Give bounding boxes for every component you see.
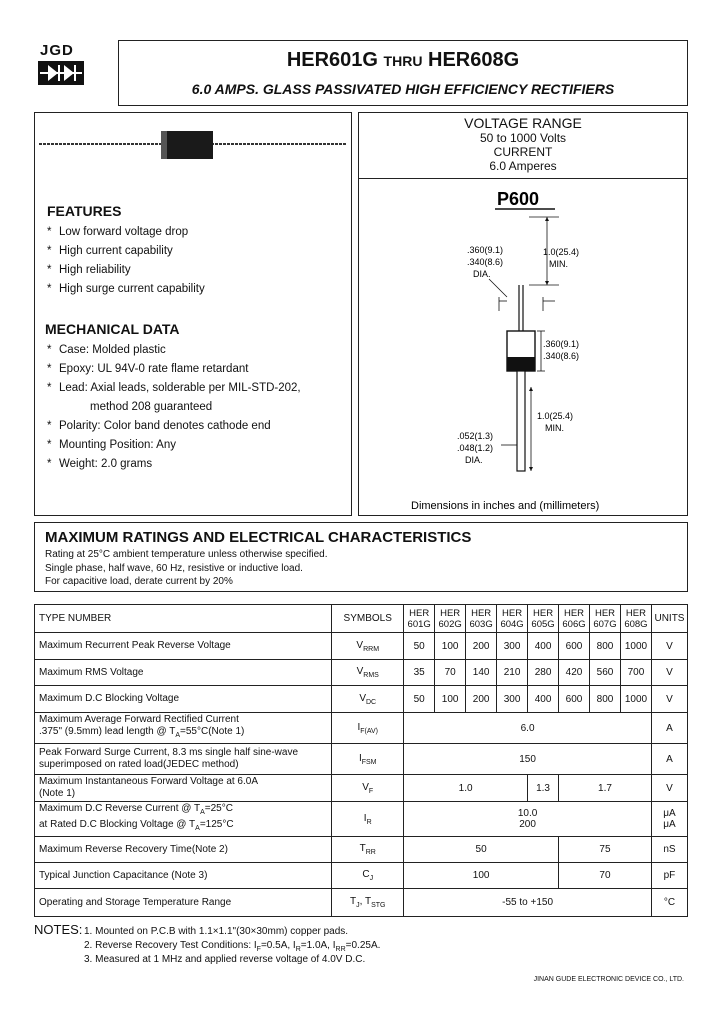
- table-cell: 560: [590, 660, 621, 686]
- dim-len-bottom: 1.0(25.4): [537, 411, 574, 421]
- head-part: HER 604G: [497, 605, 528, 633]
- list-item: * Case: Molded plastic: [47, 344, 166, 356]
- table-cell: 600: [559, 686, 590, 713]
- table-cell: pF: [651, 863, 687, 889]
- package-drawing: [359, 181, 687, 515]
- list-item: * Mounting Position: Any: [47, 439, 176, 451]
- dim-min2: MIN.: [545, 423, 564, 433]
- table-cell: $I_{F(AV)}$: [332, 713, 404, 744]
- voltage-range-value: 50 to 1000 Volts: [479, 131, 567, 145]
- table-cell: V: [651, 633, 687, 660]
- page-title: [119, 49, 687, 72]
- table-cell: 70: [559, 863, 652, 889]
- table-row: [35, 775, 688, 802]
- thru-label: THRU: [383, 53, 423, 69]
- ratings-note-3: For capacitive load, derate current by 20%: [45, 576, 233, 587]
- table-cell: 35: [404, 660, 435, 686]
- dim-body-bot: .340(8.6): [543, 351, 580, 361]
- spec-table: [34, 604, 688, 917]
- table-cell: 600: [559, 633, 590, 660]
- head-part: HER 606G: [559, 605, 590, 633]
- table-row: [35, 837, 688, 863]
- table-cell: $V_{RRM}$: [332, 633, 404, 660]
- list-item: * High current capability: [47, 245, 173, 257]
- ratings-box: [34, 522, 688, 592]
- mechanical-title: MECHANICAL DATA: [45, 321, 180, 337]
- table-cell: $V_{DC}$: [332, 686, 404, 713]
- table-cell: V: [651, 660, 687, 686]
- dim-lead-dia-top: .360(9.1): [467, 245, 504, 255]
- table-cell: 6.0: [404, 713, 652, 744]
- list-item-continuation: method 208 guaranteed: [90, 401, 213, 413]
- voltage-range-title: VOLTAGE RANGE: [464, 115, 582, 131]
- table-cell: V: [651, 775, 687, 802]
- head-part: HER 603G: [466, 605, 497, 633]
- table-cell: 200: [466, 633, 497, 660]
- list-item: * High reliability: [47, 264, 131, 276]
- note-3: 3. Measured at 1 MHz and applied reverse voltage of 4.0V D.C.: [84, 954, 366, 965]
- table-cell: 100: [435, 686, 466, 713]
- head-part: HER 607G: [590, 605, 621, 633]
- table-row: [35, 744, 688, 775]
- list-item: * High surge current capability: [47, 283, 205, 295]
- table-cell: $T_J$, $T_{STG}$: [332, 889, 404, 917]
- notes-label: NOTES:: [34, 922, 83, 937]
- table-cell: 400: [528, 686, 559, 713]
- table-row: [35, 713, 688, 744]
- dim-dia2: DIA.: [465, 455, 483, 465]
- table-cell: 200: [466, 686, 497, 713]
- table-row: [35, 863, 688, 889]
- table-cell: 280: [528, 660, 559, 686]
- table-cell: 420: [559, 660, 590, 686]
- dim-wire-top: .052(1.3): [457, 431, 494, 441]
- table-cell: 1.0: [404, 775, 528, 802]
- head-part: HER 605G: [528, 605, 559, 633]
- table-cell: 300: [497, 686, 528, 713]
- table-cell: 1000: [620, 686, 651, 713]
- table-cell: A: [651, 713, 687, 744]
- table-cell: 300: [497, 633, 528, 660]
- table-cell: $I_{FSM}$: [332, 744, 404, 775]
- ratings-title: MAXIMUM RATINGS AND ELECTRICAL CHARACTERISTICS: [45, 529, 472, 546]
- package-panel: [358, 112, 688, 516]
- dim-min: MIN.: [549, 259, 568, 269]
- table-row: [35, 802, 688, 837]
- table-cell: 50: [404, 633, 435, 660]
- table-cell: 70: [435, 660, 466, 686]
- head-part: HER 602G: [435, 605, 466, 633]
- part-end: HER608G: [428, 49, 520, 71]
- table-cell: 50: [404, 686, 435, 713]
- list-item: * Weight: 2.0 grams: [47, 458, 153, 470]
- head-symbols: SYMBOLS: [332, 605, 404, 633]
- table-cell: 10.0 200: [404, 802, 652, 837]
- table-cell: 800: [590, 633, 621, 660]
- table-cell: Maximum RMS Voltage: [35, 660, 332, 686]
- table-row: [35, 633, 688, 660]
- list-item: * Lead: Axial leads, solderable per MIL-STD-202,: [47, 382, 301, 394]
- head-part: HER 608G: [620, 605, 651, 633]
- mechanical-list: [47, 341, 301, 474]
- table-cell: 50: [404, 837, 559, 863]
- table-cell: °C: [651, 889, 687, 917]
- table-row: [35, 660, 688, 686]
- features-title: FEATURES: [47, 203, 122, 219]
- table-cell: Maximum D.C Reverse Current @ $T_A=25^\circ C$ at Rated D.C Blocking Voltage @ $T_A=125^\circ C$: [35, 802, 332, 837]
- table-cell: 400: [528, 633, 559, 660]
- dim-lead-dia-bot: .340(8.6): [467, 257, 504, 267]
- table-cell: Maximum Instantaneous Forward Voltage at 6.0A (Note 1): [35, 775, 332, 802]
- head-part: HER 601G: [404, 605, 435, 633]
- table-cell: 100: [404, 863, 559, 889]
- table-header-row: [35, 605, 688, 633]
- features-panel: [34, 112, 352, 516]
- note-2: 2. Reverse Recovery Test Conditions: $I_F=0.5A$, $I_R=1.0A$, $I_{RR}=0.25A$.: [84, 940, 381, 953]
- table-cell: 100: [435, 633, 466, 660]
- package-name: P600: [497, 189, 540, 209]
- table-cell: 1.7: [559, 775, 652, 802]
- table-cell: Maximum D.C Blocking Voltage: [35, 686, 332, 713]
- logo-text: JGD: [40, 42, 74, 59]
- table-cell: $T_{RR}$: [332, 837, 404, 863]
- ratings-note-2: Single phase, half wave, 60 Hz, resistive or inductive load.: [45, 563, 303, 574]
- table-cell: $I_R$: [332, 802, 404, 837]
- voltage-range-header: [359, 113, 687, 179]
- table-cell: Maximum Reverse Recovery Time(Note 2): [35, 837, 332, 863]
- table-cell: 140: [466, 660, 497, 686]
- table-row: [35, 686, 688, 713]
- table-cell: A: [651, 744, 687, 775]
- table-cell: $V_F$: [332, 775, 404, 802]
- title-box: [118, 40, 688, 106]
- table-cell: $V_{RMS}$: [332, 660, 404, 686]
- head-units: UNITS: [651, 605, 687, 633]
- table-cell: Maximum Recurrent Peak Reverse Voltage: [35, 633, 332, 660]
- table-cell: 75: [559, 837, 652, 863]
- table-cell: 700: [620, 660, 651, 686]
- table-cell: nS: [651, 837, 687, 863]
- list-item: * Epoxy: UL 94V-0 rate flame retardant: [47, 363, 249, 375]
- table-cell: $C_J$: [332, 863, 404, 889]
- part-start: HER601G: [286, 49, 378, 71]
- features-list: [47, 223, 205, 299]
- head-type: TYPE NUMBER: [35, 605, 332, 633]
- table-cell: Peak Forward Surge Current, 8.3 ms single half sine-wave superimposed on rated load(JEDEC method): [35, 744, 332, 775]
- table-cell: 800: [590, 686, 621, 713]
- table-cell: V: [651, 686, 687, 713]
- table-cell: 210: [497, 660, 528, 686]
- table-cell: μA μA: [651, 802, 687, 837]
- current-label: CURRENT: [493, 145, 553, 159]
- list-item: * Low forward voltage drop: [47, 226, 189, 238]
- table-cell: 1.3: [528, 775, 559, 802]
- logo-diode-icon: [38, 61, 84, 85]
- dim-len-top: 1.0(25.4): [543, 247, 580, 257]
- list-item: * Polarity: Color band denotes cathode end: [47, 420, 271, 432]
- table-cell: Operating and Storage Temperature Range: [35, 889, 332, 917]
- dim-wire-bot: .048(1.2): [457, 443, 494, 453]
- table-cell: -55 to +150: [404, 889, 652, 917]
- footer-company: JINAN GUDE ELECTRONIC DEVICE CO., LTD.: [533, 976, 684, 983]
- dim-dia: DIA.: [473, 269, 491, 279]
- note-1: 1. Mounted on P.C.B with 1.1×1.1"(30×30mm) copper pads.: [84, 926, 349, 937]
- current-value: 6.0 Amperes: [489, 159, 557, 173]
- page-subtitle: 6.0 AMPS. GLASS PASSIVATED HIGH EFFICIENCY RECTIFIERS: [191, 81, 615, 97]
- dimensions-caption: Dimensions in inches and (millimeters): [411, 500, 600, 512]
- table-cell: Maximum Average Forward Rectified Current .375" (9.5mm) lead length @ $T_A=55^\circ C(Note$ 1): [35, 713, 332, 744]
- diode-photo: [39, 121, 347, 171]
- table-row: [35, 889, 688, 917]
- ratings-note-1: Rating at 25°C ambient temperature unless otherwise specified.: [45, 549, 328, 560]
- table-cell: Typical Junction Capacitance (Note 3): [35, 863, 332, 889]
- table-cell: 150: [404, 744, 652, 775]
- dim-body-top: .360(9.1): [543, 339, 580, 349]
- table-cell: 1000: [620, 633, 651, 660]
